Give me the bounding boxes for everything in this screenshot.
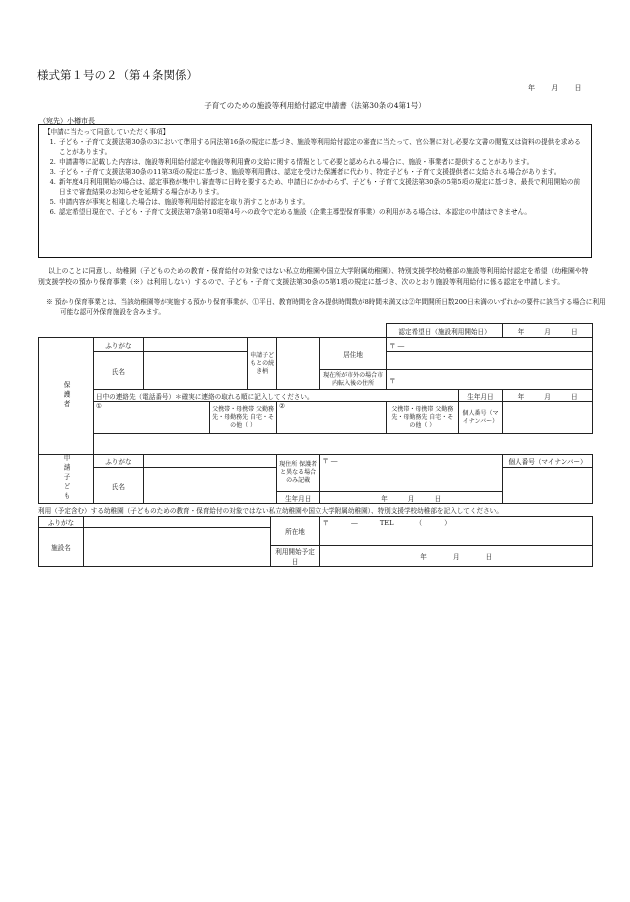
contact-2-field[interactable]: ②	[277, 402, 387, 434]
guardian-name-field[interactable]	[143, 352, 247, 390]
facility-furigana-label: ふりがな	[39, 517, 84, 528]
child-name-field[interactable]	[143, 468, 276, 504]
child-furigana-label: ふりがな	[94, 455, 144, 468]
contact-1-field[interactable]: ①	[94, 402, 210, 434]
guardian-mynumber-field[interactable]	[503, 402, 593, 434]
guardian-name-label: 氏名	[94, 352, 144, 390]
relation-field[interactable]	[277, 338, 320, 390]
start-date-field[interactable]: 年 月 日	[320, 546, 593, 567]
form-number: 様式第１号の２（第４条関係）	[37, 68, 198, 82]
guardian-furigana-label: ふりがな	[94, 338, 144, 352]
guardian-furigana-field[interactable]	[143, 338, 247, 352]
child-address-label: 現住所 保護者と異なる場合のみ記載	[277, 455, 320, 492]
child-birth-field[interactable]: 年 月 日	[320, 492, 503, 504]
consent-item: 2. 申請書等に記載した内容は、施設等利用給付認定や施設等利用費の支給に関する情報として必要と認められる場合に、施設・事業者に提供することがあります。	[58, 157, 586, 167]
child-name-label: 氏名	[94, 468, 144, 504]
facility-name-label: 施設名	[39, 528, 84, 567]
facility-name-field[interactable]	[83, 528, 270, 567]
start-date-label: 利用開始予定日	[270, 546, 320, 567]
desired-date-field[interactable]: 年 月 日	[503, 324, 593, 338]
contact-1-type[interactable]: 父携帯・母携帯 父勤務先・母勤務先 自宅・その他（ ）	[210, 402, 277, 434]
consent-item: 4. 新年度4月利用開始の場合は、認定事務が集中し審査等に日時を要するため、申請日にかかわらず、子ども・子育て支援法第30条の5第5項の規定に基づき、最長で利用開始の前日まで審査結果のお知らせを延期する場合があります。	[58, 177, 586, 197]
relation-label: 申請子どもとの続き柄	[248, 338, 277, 390]
consent-box	[38, 124, 592, 258]
facility-instruction: 利用（予定含む）する幼稚園（子どものための教育・保育給付の対象ではない私立幼稚園や国立大学附属幼稚園）、特別支援学校幼稚部を記入してください。	[38, 507, 503, 515]
guardian-mynumber-label: 個人番号（マイナンバー）	[458, 402, 502, 434]
applicant-table	[38, 323, 593, 504]
contact-2-type[interactable]: 父携帯・母携帯 父勤務先・母勤務先 自宅・その他（ ）	[386, 402, 458, 434]
child-furigana-field[interactable]	[143, 455, 276, 468]
consent-item: 3. 子ども・子育て支援法第30条の11第3項の規定に基づき、施設等利用費は、認定を受けた保護者に代わり、特定子ども・子育て支援提供者に支給される場合があります。	[58, 167, 586, 177]
consent-list	[44, 137, 586, 217]
child-label: 申請子ども	[39, 455, 94, 504]
child-mynumber-label: 個人番号（マイナンバー）	[503, 455, 593, 468]
document-title: 子育てのための施設等利用給付認定申請書（法第30条の4第1号）	[204, 101, 426, 110]
application-date: 年 月 日	[528, 84, 582, 92]
guardian-birth-label: 生年月日	[458, 390, 502, 402]
guardian-label: 保護者	[39, 338, 94, 455]
child-address-field[interactable]: 〒 ―	[320, 455, 503, 492]
facility-furigana-field[interactable]	[83, 517, 270, 528]
consent-heading: 【申請に当たって同意していただく事項】	[44, 128, 170, 136]
desired-date-label: 認定希望日（施設利用開始日）	[386, 324, 502, 338]
consent-item: 5. 申請内容が事実と相違した場合は、施設等利用給付認定を取り消すことがあります。	[58, 197, 586, 207]
child-mynumber-field[interactable]	[503, 468, 593, 504]
facility-table	[38, 516, 593, 567]
guardian-birth-field[interactable]: 年 月 日	[503, 390, 593, 402]
addressee: （宛先）小樽市長	[39, 117, 95, 125]
child-birth-label: 生年月日	[277, 492, 320, 504]
residence-label: 居住地	[320, 338, 387, 370]
agreement-paragraph: 以上のことに同意し、幼稚園（子どものための教育・保育給付の対象ではない私立幼稚園や国立大学附属幼稚園）、特別支援学校幼稚部の施設等利用給付認定を希望（幼稚園や特別支援学校の預かり保育事業（※）は利用しない）するので、子ども・子育て支援法第30条の5第1項の規定に基づき、次のとおり施設等利用給付に係る認定を申請します。	[38, 267, 589, 286]
moving-in-field[interactable]: 〒	[386, 370, 592, 390]
moving-in-label: 現在所が市外の場合市内転入後の住所	[320, 370, 387, 390]
daytime-contact-label: 日中の連絡先（電話番号）＊確実に連絡の取れる順に記入してください。	[94, 390, 459, 402]
consent-item: 6. 認定希望日現在で、子ども・子育て支援法第7条第10項第4号ハの政令で定める施設（企業主導型保育事業）の利用がある場合は、本認定の申請はできません。	[58, 207, 586, 217]
consent-item: 1. 子ども・子育て支援法第30条の3において準用する同法第16条の規定に基づき、施設等利用給付認定の審査に当たって、官公署に対し必要な文書の閲覧又は資料の提供を求めることがあります。	[58, 137, 586, 157]
residence-postal[interactable]: 〒 ―	[386, 338, 592, 352]
location-label: 所在地	[270, 517, 320, 546]
location-field[interactable]: 〒 ― TEL （ ）	[320, 517, 593, 546]
note-text: ※ 預かり保育事業とは、当該幼稚園等が実施する預かり保育事業が、①平日、教育時間を含み提供時間数が8時間未満又は②年間開所日数200日未満のいずれかの要件に該当する場合に利用可能な認可外保育施設を含みます。	[46, 298, 606, 316]
residence-field[interactable]	[386, 352, 592, 370]
